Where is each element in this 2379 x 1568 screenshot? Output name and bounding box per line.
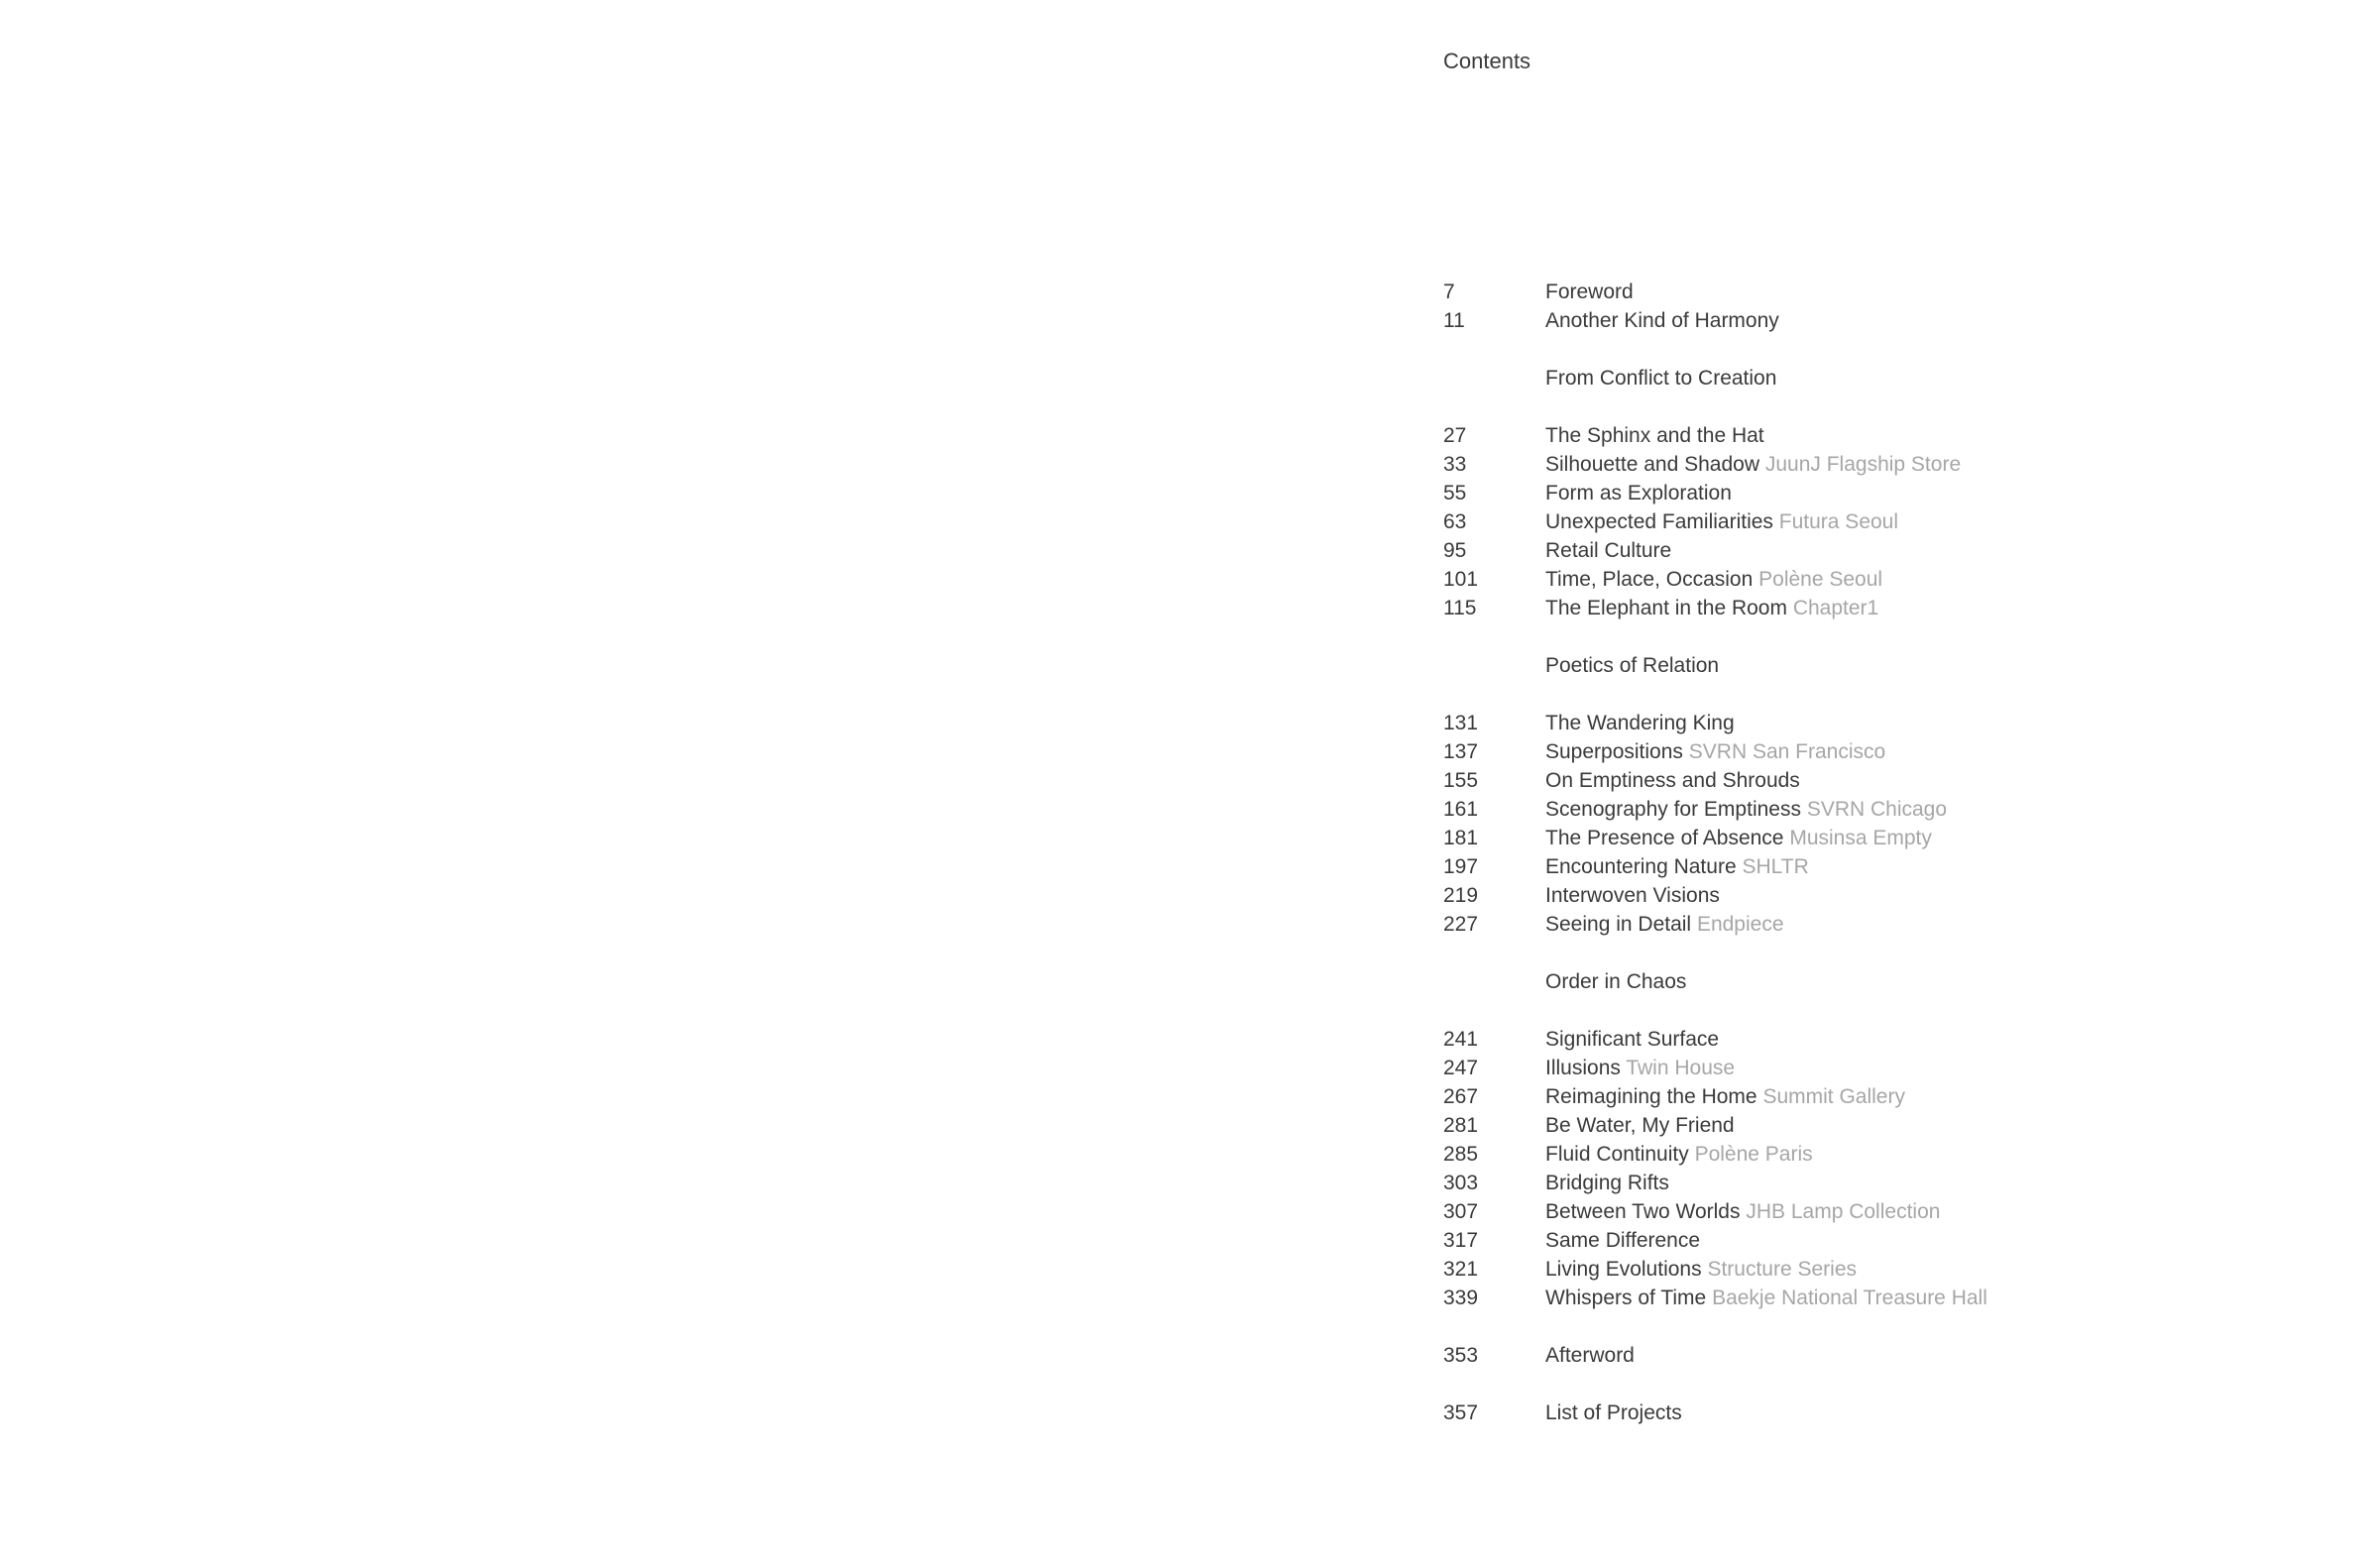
- project-name: Polène Paris: [1694, 1143, 1813, 1166]
- toc-entry: [1443, 278, 2335, 306]
- toc-entry: [1443, 536, 2335, 565]
- page-number: 155: [1443, 769, 1479, 792]
- chapter-title: Superpositions: [1545, 740, 1683, 763]
- page-number: 219: [1443, 884, 1479, 907]
- toc-entry: [1443, 1284, 2335, 1312]
- page-number: 63: [1443, 510, 1467, 533]
- section-title: Poetics of Relation: [1545, 654, 1720, 677]
- page-number: 137: [1443, 740, 1479, 763]
- chapter-title: Afterword: [1545, 1344, 1635, 1367]
- entry-text: [1545, 824, 1932, 852]
- entry-text: [1545, 881, 1720, 910]
- toc-entry: [1443, 1341, 2335, 1370]
- page-number: 339: [1443, 1287, 1479, 1309]
- chapter-title: Same Difference: [1545, 1229, 1701, 1252]
- toc-entry: [1443, 824, 2335, 852]
- page-number: 357: [1443, 1401, 1479, 1424]
- page-number: 131: [1443, 712, 1479, 734]
- entry-text: [1545, 1025, 1719, 1054]
- toc-entry: [1443, 507, 2335, 536]
- project-name: Endpiece: [1696, 913, 1784, 936]
- page-number: 321: [1443, 1258, 1479, 1281]
- page-title: Contents: [1443, 49, 1531, 73]
- page-number: 115: [1443, 597, 1477, 619]
- entry-text: [1545, 1140, 1813, 1169]
- page-number: 285: [1443, 1143, 1479, 1166]
- chapter-title: Whispers of Time: [1545, 1287, 1707, 1309]
- entry-text: [1545, 594, 1878, 622]
- toc-entry: [1443, 910, 2335, 939]
- toc-entry: [1443, 306, 2335, 335]
- entry-text: [1545, 1197, 1940, 1226]
- page-number: 27: [1443, 424, 1467, 447]
- chapter-title: Seeing in Detail: [1545, 913, 1692, 936]
- chapter-title: Fluid Continuity: [1545, 1143, 1689, 1166]
- toc-entry: [1443, 709, 2335, 737]
- page-number: 11: [1443, 309, 1465, 332]
- page-number: 101: [1443, 568, 1479, 591]
- toc-entry: [1443, 881, 2335, 910]
- toc-entry: [1443, 766, 2335, 795]
- toc-entry: [1443, 795, 2335, 824]
- page-number: 197: [1443, 855, 1479, 878]
- project-name: Summit Gallery: [1762, 1085, 1905, 1108]
- project-name: Musinsa Empty: [1789, 827, 1932, 849]
- chapter-title: List of Projects: [1545, 1401, 1682, 1424]
- chapter-title: Illusions: [1545, 1057, 1621, 1079]
- page-number: 303: [1443, 1172, 1479, 1194]
- toc-section-heading: [1443, 967, 2335, 996]
- entry-text: [1545, 709, 1735, 737]
- toc-entry: [1443, 565, 2335, 594]
- entry-text: [1545, 1284, 1987, 1312]
- page-number: 7: [1443, 280, 1455, 303]
- page-number: 317: [1443, 1229, 1479, 1252]
- entry-text: [1545, 278, 1634, 306]
- page-number: 353: [1443, 1344, 1479, 1367]
- table-of-contents: [1443, 278, 2335, 1427]
- page-number: 281: [1443, 1114, 1479, 1137]
- section-title: From Conflict to Creation: [1545, 367, 1777, 390]
- chapter-title: Foreword: [1545, 280, 1634, 303]
- chapter-title: Retail Culture: [1545, 539, 1672, 562]
- toc-entry: [1443, 1054, 2335, 1082]
- entry-text: [1545, 565, 1882, 594]
- chapter-title: Between Two Worlds: [1545, 1200, 1741, 1223]
- project-name: Structure Series: [1707, 1258, 1857, 1281]
- toc-section-heading: [1443, 364, 2335, 392]
- toc-entry: [1443, 479, 2335, 507]
- entry-text: [1545, 795, 1947, 824]
- project-name: SHLTR: [1742, 855, 1809, 878]
- toc-entry: [1443, 1169, 2335, 1197]
- project-name: Baekje National Treasure Hall: [1712, 1287, 1987, 1309]
- toc-entry: [1443, 737, 2335, 766]
- page-number: 55: [1443, 482, 1467, 504]
- page-number: 181: [1443, 827, 1479, 849]
- page-number: 161: [1443, 798, 1479, 821]
- chapter-title: Living Evolutions: [1545, 1258, 1702, 1281]
- project-name: Futura Seoul: [1778, 510, 1899, 533]
- entry-text: [1545, 479, 1732, 507]
- entry-text: [1545, 1399, 1682, 1427]
- chapter-title: Unexpected Familiarities: [1545, 510, 1773, 533]
- project-name: SVRN San Francisco: [1688, 740, 1886, 763]
- toc-entry: [1443, 450, 2335, 479]
- section-title: Order in Chaos: [1545, 970, 1687, 993]
- toc-entry: [1443, 1226, 2335, 1255]
- page-number: 241: [1443, 1028, 1479, 1051]
- chapter-title: Significant Surface: [1545, 1028, 1720, 1051]
- project-name: JHB Lamp Collection: [1746, 1200, 1941, 1223]
- project-name: SVRN Chicago: [1806, 798, 1948, 821]
- toc-section-heading: [1443, 651, 2335, 680]
- entry-text: [1545, 766, 1800, 795]
- toc-entry: [1443, 852, 2335, 881]
- entry-text: [1545, 1111, 1735, 1140]
- right-page-contents: [1190, 0, 2379, 1568]
- page-number: 247: [1443, 1057, 1479, 1079]
- toc-entry: [1443, 1197, 2335, 1226]
- toc-entry: [1443, 1140, 2335, 1169]
- chapter-title: Time, Place, Occasion: [1545, 568, 1754, 591]
- page-number: 267: [1443, 1085, 1479, 1108]
- project-name: Polène Seoul: [1758, 568, 1883, 591]
- chapter-title: Form as Exploration: [1545, 482, 1732, 504]
- page-number: 307: [1443, 1200, 1479, 1223]
- project-name: Chapter1: [1792, 597, 1879, 619]
- toc-entry: [1443, 594, 2335, 622]
- page-number: 33: [1443, 453, 1467, 476]
- chapter-title: The Wandering King: [1545, 712, 1735, 734]
- page-number: 95: [1443, 539, 1467, 562]
- entry-text: [1545, 910, 1784, 939]
- entry-text: [1545, 1255, 1857, 1284]
- entry-text: [1545, 306, 1779, 335]
- chapter-title: Another Kind of Harmony: [1545, 309, 1779, 332]
- entry-text: [1545, 421, 1764, 450]
- entry-text: [1545, 737, 1885, 766]
- entry-text: [1545, 1341, 1635, 1370]
- chapter-title: On Emptiness and Shrouds: [1545, 769, 1800, 792]
- entry-text: [1545, 450, 1961, 479]
- toc-entry: [1443, 1111, 2335, 1140]
- chapter-title: The Presence of Absence: [1545, 827, 1784, 849]
- project-name: JuunJ Flagship Store: [1764, 453, 1962, 476]
- entry-text: [1545, 852, 1809, 881]
- entry-text: [1545, 507, 1898, 536]
- chapter-title: Silhouette and Shadow: [1545, 453, 1759, 476]
- project-name: Twin House: [1626, 1057, 1736, 1079]
- page-number: 227: [1443, 913, 1479, 936]
- toc-entry: [1443, 1025, 2335, 1054]
- chapter-title: Scenography for Emptiness: [1545, 798, 1801, 821]
- chapter-title: The Elephant in the Room: [1545, 597, 1787, 619]
- toc-entry: [1443, 1082, 2335, 1111]
- chapter-title: Interwoven Visions: [1545, 884, 1720, 907]
- toc-entry: [1443, 1399, 2335, 1427]
- chapter-title: Bridging Rifts: [1545, 1172, 1669, 1194]
- chapter-title: Encountering Nature: [1545, 855, 1737, 878]
- chapter-title: Be Water, My Friend: [1545, 1114, 1735, 1137]
- chapter-title: Reimagining the Home: [1545, 1085, 1757, 1108]
- toc-entry: [1443, 421, 2335, 450]
- entry-text: [1545, 1054, 1735, 1082]
- entry-text: [1545, 536, 1671, 565]
- toc-entry: [1443, 1255, 2335, 1284]
- entry-text: [1545, 1226, 1700, 1255]
- entry-text: [1545, 1082, 1905, 1111]
- entry-text: [1545, 1169, 1669, 1197]
- chapter-title: The Sphinx and the Hat: [1545, 424, 1764, 447]
